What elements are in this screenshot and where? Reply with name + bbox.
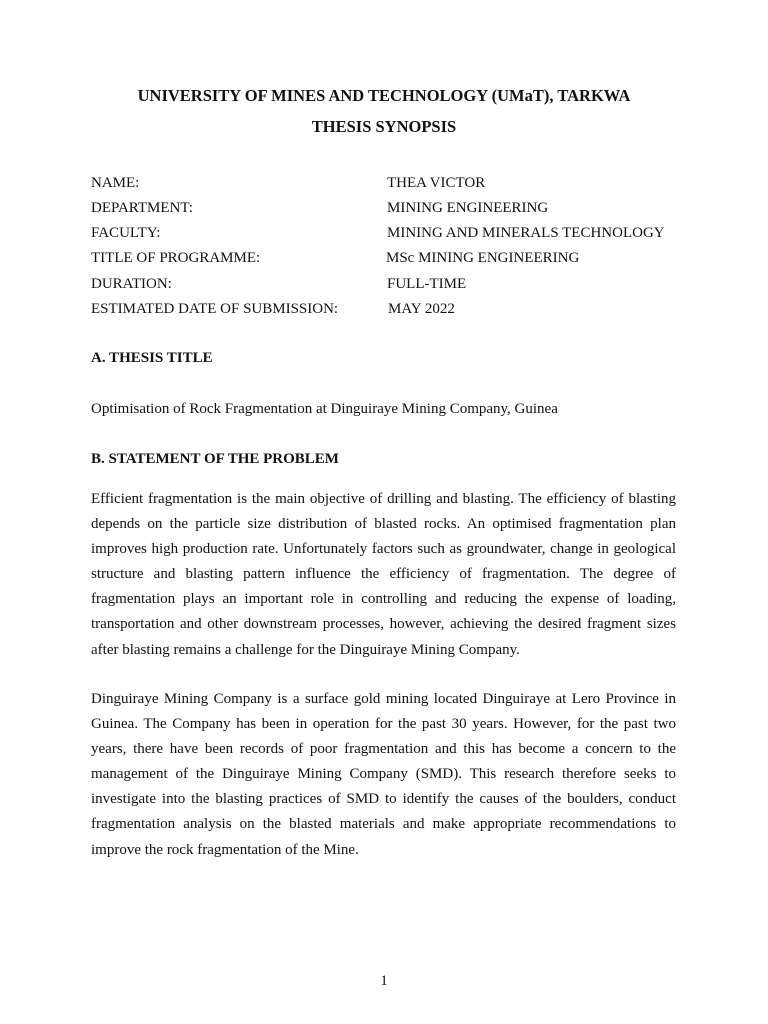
problem-paragraph: Efficient fragmentation is the main objective of drilling and blasting. The efficiency of blasting depends on the particle size distribution of blasted rocks. An optimised fragmentation plan improves high production rate. Unfortunately factors such as groundwater, change in geological structure and blasting pattern influence the efficiency of fragmentation. The degree of fragmentation plays an important role in controlling and reducing the expense of loading, transportation and other downstream processes, however, achieving the desired fragment sizes after blasting remains a challenge for the Dinguiraye Mining Company. — [91, 491, 676, 658]
page-number: 1 — [380, 973, 388, 989]
detail-label: NAME: — [91, 175, 140, 191]
section-a-heading: A. THESIS TITLE — [91, 350, 213, 366]
detail-value: MINING AND MINERALS TECHNOLOGY — [387, 225, 665, 241]
detail-label: DURATION: — [91, 276, 172, 292]
details-row-faculty — [91, 224, 691, 243]
section-b-heading: B. STATEMENT OF THE PROBLEM — [91, 451, 339, 467]
detail-value: MSc MINING ENGINEERING — [386, 250, 580, 266]
detail-value: FULL-TIME — [387, 276, 467, 292]
document-type-title: THESIS SYNOPSIS — [311, 117, 457, 136]
detail-label: DEPARTMENT: — [91, 200, 193, 216]
detail-label: FACULTY: — [91, 225, 161, 241]
detail-label: ESTIMATED DATE OF SUBMISSION: — [91, 301, 339, 317]
details-row-programme — [91, 249, 691, 268]
detail-value: MINING ENGINEERING — [387, 200, 549, 216]
details-row-name — [91, 174, 691, 193]
detail-label: TITLE OF PROGRAMME: — [91, 250, 261, 266]
detail-value: THEA VICTOR — [387, 175, 486, 191]
detail-value: MAY 2022 — [388, 301, 455, 317]
details-row-department — [91, 199, 691, 218]
problem-paragraph: Dinguiraye Mining Company is a surface gold mining located Dinguiraye at Lero Province in Guinea. The Company has been in operation for the past 30 years. However, for the past two years, there have been records of poor fragmentation and this has become a concern to the management of the Dinguiraye Mining Company (SMD). This research therefore seeks to investigate into the blasting practices of SMD to identify the causes of the boulders, conduct fragmentation analysis on the blasted materials and make appropriate recommendations to improve the rock fragmentation of the Mine. — [91, 691, 676, 858]
details-row-duration — [91, 275, 691, 294]
details-row-submission — [91, 300, 691, 319]
university-title: UNIVERSITY OF MINES AND TECHNOLOGY (UMaT), TARKWA — [137, 86, 631, 105]
thesis-title: Optimisation of Rock Fragmentation at Dinguiraye Mining Company, Guinea — [91, 401, 558, 417]
